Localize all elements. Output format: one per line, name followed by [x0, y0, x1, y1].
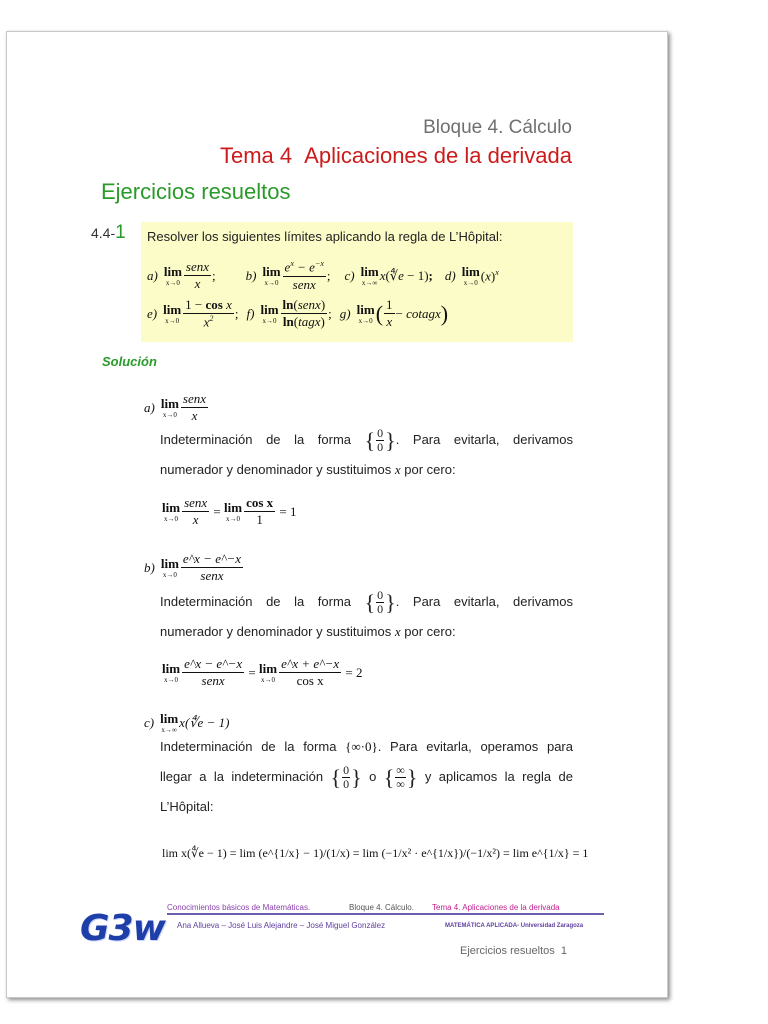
solution-c-expression: c) lim x→∞ x(∜e − 1) — [144, 711, 230, 734]
solution-heading: Solución — [102, 354, 157, 369]
section-title: Ejercicios resueltos — [101, 179, 291, 204]
solution-a-result: lim x→0 $\frac{\text{senx}}{x}$ = lim x→0 $\frac{\text{cos x}}{1}$ = 1 — [162, 495, 297, 528]
footer-authors: Ana Allueva – José Luis Alejandre – José Miguel González — [177, 921, 386, 930]
page-label: Ejercicios resueltos — [459, 945, 555, 957]
page-number: 1 — [560, 945, 567, 957]
item-label: b) — [245, 267, 257, 283]
solution-b-paragraph-line-2: numerador y denominador y sustituimos x por cero: — [160, 624, 456, 639]
item-label: c) — [344, 267, 355, 283]
solution-a-label: a) — [144, 399, 155, 415]
item-label: d) — [444, 267, 456, 283]
fraction: $\frac{\text{senx}}{x}$ — [185, 259, 210, 292]
lim-symbol: lim x→0 — [356, 301, 375, 325]
footer-divider — [167, 913, 604, 915]
fraction: $\frac{\text{ln(senx)}}{\text{ln(tagx)}}$ — [282, 297, 326, 330]
lim-symbol: lim x→0 — [262, 263, 281, 287]
bloque-heading: Bloque 4. Cálculo — [423, 117, 572, 138]
lim-symbol: lim x→0 — [163, 263, 182, 287]
exercise-row-2: e) lim x→0 $\frac{\text{1 − cos x}}{x^2}$ ; f) lim x→0 $\frac{\text{ln(senx)}}{\text{ln(tagx)}}$ ; g) lim x→0 ( $\frac{1}{x}$ − cotagx ) — [147, 297, 449, 330]
footer-bloque: Bloque 4. Cálculo. — [349, 903, 414, 912]
fraction: $\frac{\text{senx}}{x}$ — [182, 391, 207, 424]
item-label: a) — [147, 267, 158, 283]
footer-tema: Tema 4. Aplicaciones de la derivada — [432, 903, 560, 912]
solution-a-expression — [144, 392, 209, 424]
fraction: $\frac{\text{1 − cos x}}{x^2}$ — [185, 297, 232, 330]
g3w-logo: G3w — [80, 908, 165, 949]
solution-a-paragraph-line-1: Indeterminación de la forma { 0 0 }. Para evitarla, derivamos — [160, 426, 573, 455]
solution-c-paragraph-line-2: llegar a la indeterminación { 0 0 } o { ∞ ∞ } y aplicamos la regla de — [160, 763, 573, 792]
lim-symbol: lim x→0 — [163, 301, 182, 325]
solution-b-paragraph-line-1: Indeterminación de la forma { 0 0 }. Para evitarla, derivamos — [160, 588, 573, 617]
indeterminate-form: { 0 0 } — [364, 426, 396, 455]
exercise-row-1: a) lim x→0 $\frac{\text{senx}}{x}$ ; b) lim x→0 $\frac{e^x - e^{-x}}{\text{senx}}$ ; c) lim x→∞ x (∜e − 1) ; d) lim x→0 $(x)^x$ — [147, 259, 499, 292]
solution-b-result: lim x→0 $\frac{e\^{}x - e\^{}-x}{\text{senx}}$ = lim x→0 $\frac{e\^{}x + e\^{}-x}{\text{cos x}}$ = 2 — [162, 656, 363, 689]
lim-symbol: lim x→0 — [160, 395, 179, 419]
footer-course: Conocimientos básicos de Matemáticas. — [167, 903, 311, 912]
tema-heading — [220, 143, 572, 169]
exercise-statement-box — [141, 222, 573, 342]
exercise-number — [91, 222, 126, 244]
tema-title: Aplicaciones de la derivada — [304, 143, 572, 168]
lim-symbol: lim x→0 — [260, 301, 279, 325]
solution-c-paragraph-line-1: Indeterminación de la forma {∞·0}. Para evitarla, operamos para — [160, 739, 573, 754]
tema-number: Tema 4 — [220, 143, 293, 168]
document-page — [6, 31, 668, 998]
fraction: $\frac{1}{x}$ — [386, 297, 393, 330]
exercise-number-prefix: 4.4- — [91, 225, 116, 241]
fraction: $\frac{e^x - e^{-x}}{\text{senx}}$ — [284, 259, 324, 292]
solution-b-label: b) — [144, 559, 155, 575]
indeterminate-form-infinity: { ∞ ∞ } — [383, 763, 418, 792]
indeterminate-form: { 0 0 } — [364, 588, 396, 617]
solution-c-label: c) — [144, 715, 155, 730]
solution-b-expression: b) lim x→0 $\frac{e\^{}x - e\^{}-x}{\text{senx}}$ — [144, 551, 241, 584]
solution-c-paragraph-line-3: L’Hôpital: — [160, 799, 214, 814]
item-label: g) — [339, 305, 351, 321]
exercise-statement: Resolver los siguientes límites aplicando la regla de L’Hôpital: — [147, 229, 503, 244]
lim-symbol: lim x→0 — [461, 263, 480, 287]
indeterminate-form: { 0 0 } — [330, 763, 362, 792]
item-label: e) — [147, 305, 158, 321]
page-footer-label — [460, 945, 567, 957]
solution-a-paragraph-line-2: numerador y denominador y sustituimos x por cero: — [160, 462, 456, 477]
solution-c-result: lim x(∜e − 1) = lim (e^{1/x} − 1)/(1/x) = lim (−1/x² · e^{1/x})/(−1/x²) = lim e^{1/x} = 1 — [162, 846, 589, 860]
lim-symbol: lim x→∞ — [360, 263, 379, 287]
exercise-number-main: 1 — [115, 222, 126, 243]
item-label: f) — [246, 305, 255, 321]
indeterminate-form: {∞·0} — [345, 739, 378, 754]
footer-department: MATEMÁTICA APLICADA- Universidad Zaragoza — [445, 923, 584, 929]
